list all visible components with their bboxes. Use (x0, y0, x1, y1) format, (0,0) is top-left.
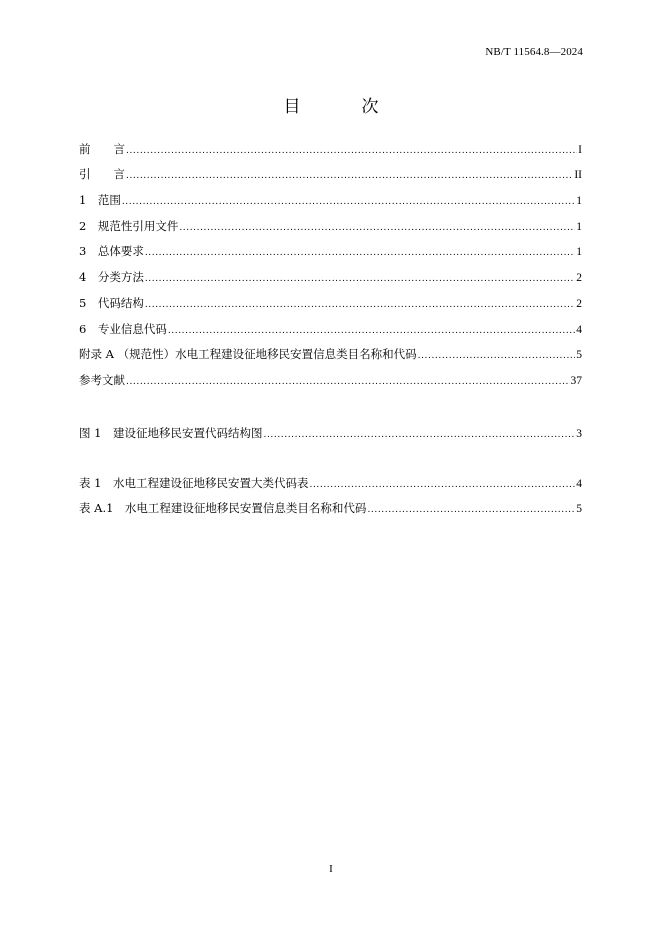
toc-entry-label: 参考文献 (79, 373, 125, 387)
toc-entry-page: 4 (576, 324, 582, 336)
toc-figure-page: 3 (576, 428, 582, 440)
toc-table-label: 表 A.1 水电工程建设征地移民安置信息类目名称和代码 (79, 501, 367, 515)
toc-table-a1[interactable] (79, 499, 582, 517)
dot-leader (145, 296, 575, 314)
toc-entry-general-requirements[interactable] (79, 242, 582, 260)
toc-entry-foreword[interactable] (79, 140, 582, 158)
toc-entry-appendix-a[interactable] (79, 345, 582, 363)
toc-table-page: 4 (576, 478, 582, 490)
toc-entry-normative-references[interactable] (79, 217, 582, 235)
toc-figure-label: 图 1 建设征地移民安置代码结构图 (79, 426, 263, 440)
toc-entry-page: 2 (576, 272, 582, 284)
page-title: 目 次 (283, 97, 401, 117)
toc-entry-label: 5 代码结构 (79, 296, 144, 310)
page-number: I (329, 863, 333, 875)
toc-table-1[interactable] (79, 474, 582, 492)
toc-entry-page: 37 (570, 375, 582, 387)
toc-table-page: 5 (576, 503, 582, 515)
toc-entry-page: I (578, 144, 582, 156)
dot-leader (168, 322, 575, 340)
toc-entry-classification-method[interactable] (79, 268, 582, 286)
dot-leader (263, 426, 575, 444)
toc-table-label: 表 1 水电工程建设征地移民安置大类代码表 (79, 476, 309, 490)
dot-leader (367, 501, 575, 519)
dot-leader (418, 347, 576, 365)
toc-entry-label: 引 言 (79, 167, 125, 181)
dot-leader (126, 142, 577, 160)
toc-entry-bibliography[interactable] (79, 371, 582, 389)
toc-entry-label: 1 范围 (79, 193, 121, 207)
dot-leader (126, 373, 570, 391)
toc-entry-label: 前 言 (79, 142, 125, 156)
standard-code: NB/T 11564.8—2024 (485, 46, 583, 58)
toc-entry-page: II (574, 169, 582, 181)
toc-entry-page: 1 (576, 221, 582, 233)
toc-entry-label: 6 专业信息代码 (79, 322, 167, 336)
toc-entry-page: 5 (576, 349, 582, 361)
toc-entry-page: 1 (576, 195, 582, 207)
toc-figure-1[interactable] (79, 424, 582, 442)
toc-entry-label: 2 规范性引用文件 (79, 219, 179, 233)
toc-entry-page: 2 (576, 298, 582, 310)
dot-leader (179, 219, 575, 237)
toc-entry-scope[interactable] (79, 191, 582, 209)
toc-entry-label: 附录 A （规范性）水电工程建设征地移民安置信息类目名称和代码 (79, 347, 417, 361)
toc-entry-introduction[interactable] (79, 165, 582, 183)
dot-leader (309, 476, 575, 494)
toc-entry-code-structure[interactable] (79, 294, 582, 312)
toc-entry-label: 4 分类方法 (79, 270, 144, 284)
toc-entry-label: 3 总体要求 (79, 244, 144, 258)
dot-leader (122, 193, 575, 211)
dot-leader (145, 270, 575, 288)
toc-entry-professional-info-code[interactable] (79, 320, 582, 338)
dot-leader (126, 167, 573, 185)
toc-entry-page: 1 (576, 246, 582, 258)
dot-leader (145, 244, 575, 262)
table-of-contents (79, 0, 582, 936)
